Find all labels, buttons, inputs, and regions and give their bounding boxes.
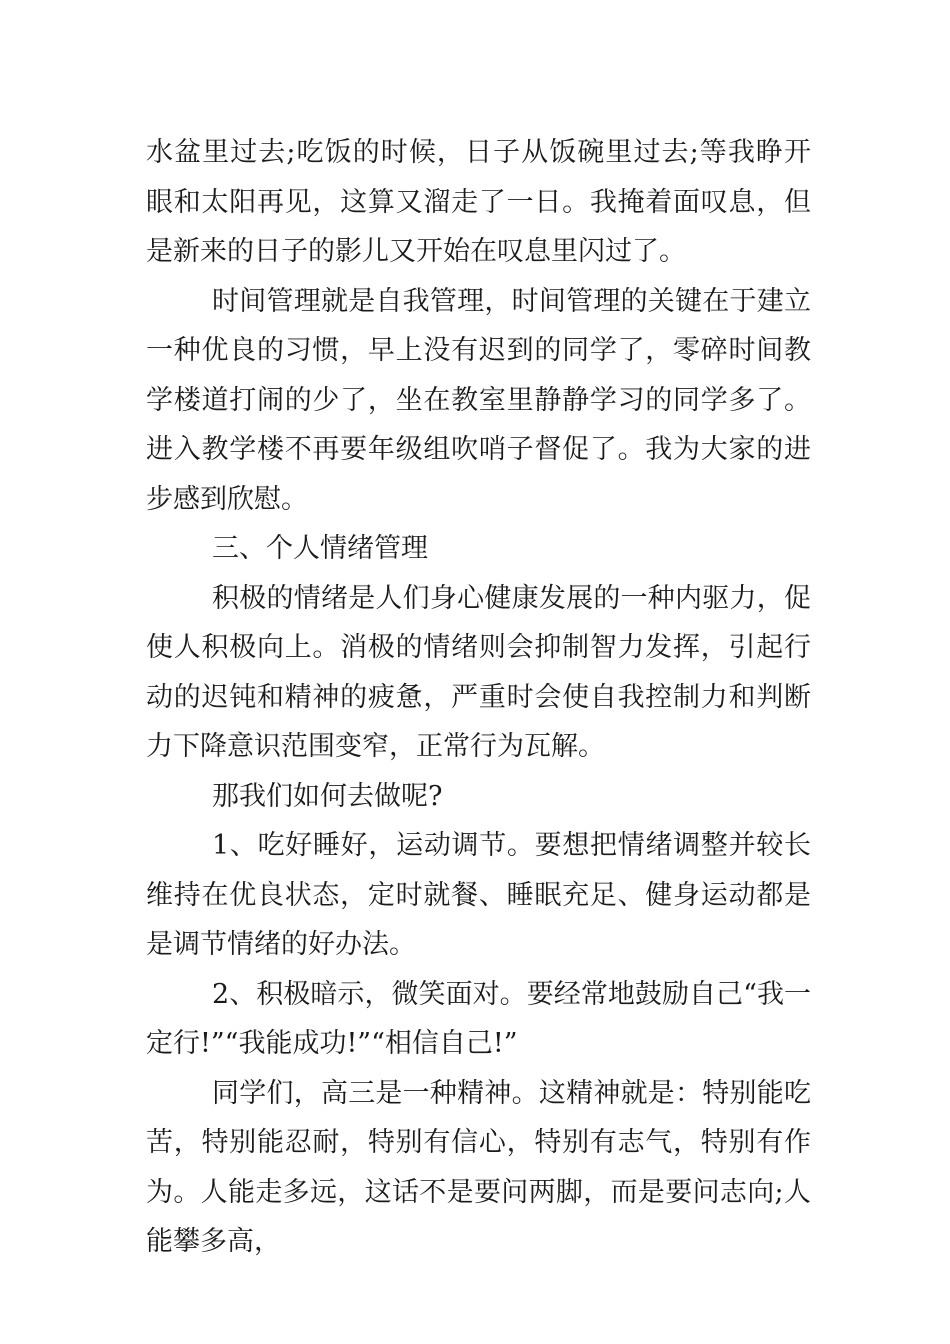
list-item-2: 2、积极暗示，微笑面对。要经常地鼓励自己“我一定行!”“我能成功!”“相信自己!” — [146, 978, 811, 1059]
section-heading-emotion-management: 三、个人情绪管理 — [212, 533, 428, 564]
paragraph-positive-emotion: 积极的情绪是人们身心健康发展的一种内驱力，促使人积极向上。消极的情绪则会抑制智力发挥，引起行动的迟钝和精神的疲惫，严重时会使自我控制力和判断力下降意识范围变窄，正常行为瓦解。 — [146, 582, 811, 762]
document-body — [146, 128, 811, 1267]
paragraph-question: 那我们如何去做呢? — [212, 780, 443, 812]
paragraph-spirit: 同学们，高三是一种精神。这精神就是：特别能吃苦，特别能忍耐，特别有信心，特别有志气，特别有作为。人能走多远，这话不是要问两脚，而是要问志向;人能攀多高， — [146, 1077, 811, 1257]
list-item-1: 1、吃好睡好，运动调节。要想把情绪调整并较长维持在优良状态，定时就餐、睡眠充足、健身运动都是是调节情绪的好办法。 — [146, 830, 811, 960]
paragraph-time-management: 时间管理就是自我管理，时间管理的关键在于建立一种优良的习惯，早上没有迟到的同学了，零碎时间教学楼道打闹的少了，坐在教室里静静学习的同学多了。进入教学楼不再要年级组吹哨子督促了。我为大家的进步感到欣慰。 — [146, 285, 811, 515]
paragraph-continuation: 水盆里过去;吃饭的时候，日子从饭碗里过去;等我睁开眼和太阳再见，这算又溜走了一日。我掩着面叹息，但是新来的日子的影儿又开始在叹息里闪过了。 — [146, 137, 811, 267]
